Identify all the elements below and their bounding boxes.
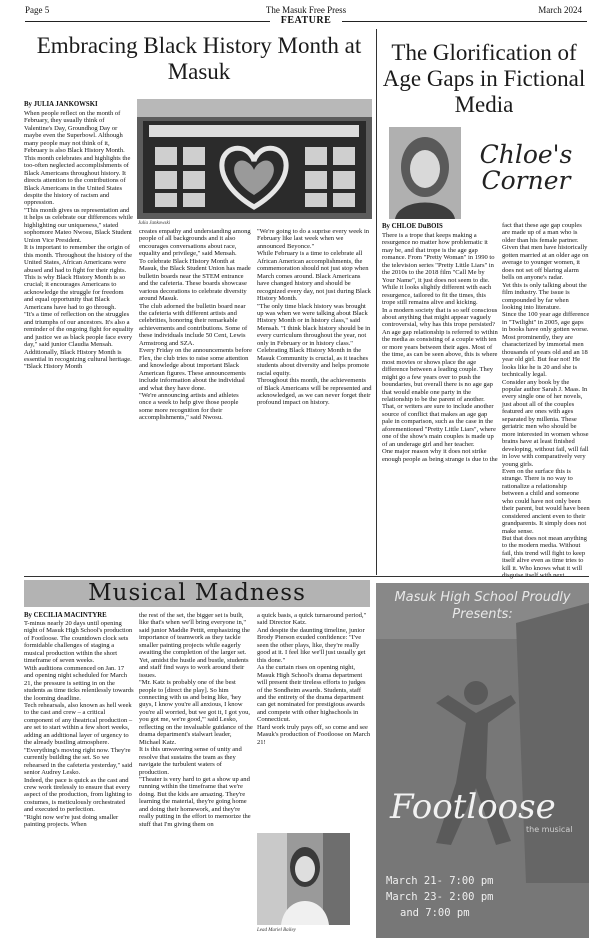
- chloe-column-1: There is a trope that keeps making a resurgence no matter how problematic it may be, and that trope is the age gap romance. From "Pretty Woman" in 1990 to the television series "Pretty Little Liars" in the 2010s to the 2018 film "Call Me by Your Name", it just does not seem to die. While it looks slightly different with each resurgence, tailored to fit the times, this trope still remains alive and kicking. In a modern society that is so self conscious about anything that might appear vaguely controversial, why has this trope persisted? An age gap relationship is referred to within the media as consisting of a couple with ten or more years between their ages. Most of the time, as can be seen above, this is where most movies or shows place the age difference between a leading couple. They might go a few years over to push the boundaries, but overall there is no age gap that would enable one party in the relationship to be the parent of another. That, or writers are sure to include another source of conflict that makes an age gap pale in comparison, such as the case in the aforementioned "Pretty Little Liars", where one of the show's main couples is made up of an underage girl and her teacher. One major reason why it does not strike enough people as being strange is due to the: [382, 232, 498, 463]
- column-divider: [376, 29, 377, 575]
- author-headshot: [389, 127, 461, 219]
- musical-column-1: T-minus nearly 20 days until opening night of Masuk High School's production of Footloose. The countdown clock sets formidable challenges of staging a musical production within the short timeframe of seven weeks. With auditions commenced on Jan. 17 and opening night scheduled for March 21, the pressure is setting in on the students as time ticks relentlessly towards the looming deadline. Tech rehearsals, also known as hell week to the cast and crew – a critical component of any theatrical production – are set to start within a few short weeks, adding an additional layer of urgency to the already bustling atmosphere. "Everything's moving right now. They're currently building the set. So we rehearsed in the cafeteria yesterday," said senior Audrey Lesko. Indeed, the pace is quick as the cast and crew work tirelessly to ensure that every aspect of the production, from lighting to costumes, is meticulously orchestrated and executed to perfection. "Right now we're just doing smaller painting projects. When: [24, 620, 134, 829]
- chloe-byline: By CHLOE DuBOIS: [382, 223, 443, 230]
- chloe-column-2: fact that these age gap couples are made up of a man who is older than his female partner. Given that men have historically gotten married at an older age on average to younger women, it does not set off blaring alarm bells on anyone's radar. Yet this is only talking about the film industry. The issue is compounded by far when looking into literature. Since the 100 year age difference in "Twilight" in 2005, age gaps in books have only gotten worse. Most prominently, they are characterized by immortal men thousands of years old and an 18 year old girl. But fear not! He looks like he is 20 and she is technically legal. Consider any book by the popular author Sarah J. Maas. In every single one of her novels, just about all of the couples featured are ones with ages separated by millenia. These geriatric men who should be more interested in women whose brains have at least finished developing, without fail, will fall in love with comparatively very young girls. Even on the surface this is strange. There is no way to rationalize a relationship between a child and someone who could have not only been their parent, but would have been considered ancient even to their grandparents. It simply does not make sense. But that does not mean anything to the modern media. Without fail, this trend will fight to keep itself alive even as time tries to kill it. Who knows what it will: [502, 222, 590, 572]
- musical-byline: By CECILIA MACINTYRE: [24, 612, 107, 619]
- musical-title-bar: [24, 580, 370, 607]
- bhm-column-1: When people reflect on the month of February, they usually think of Valentine's Day, Groundhog Day or maybe even the Superbowl. Although many people may not think of it, February is also Black History Month. This month celebrates and highlights the too-often neglected accomplishments of Black Americans throughout history. It directs attention to the contributions of Black Americans in the United States despite the history of racism and oppression. "This month gives us representation and it helps us celebrate our differences while highlighting our uniqueness," stated sophomore Mateo Nwosu, Black Student Union Vice President. It is important to remember the origin of this month. Throughout the history of the United States, African Americans were abused and had to fight for their rights. This is why Black History Month is so crucial; it encourages Americans to acknowledge the struggle for freedom and equal opportunity that Black Americans have had to go through. "It's a time of reflection on the struggles and triumphs of our ancestors. It's also a reminder of the ongoing fight for equality and justice we as black people face every day," said junior Claudia Mensah. Additionally, Black History Month is essential in recognizing cultural heritage. "Black History Month: [24, 110, 134, 371]
- bhm-byline: By JULIA JANKOWSKI: [24, 101, 98, 108]
- bhm-column-3: "We're going to do a suprise every week in February like last week when we announced Beyonce." While February is a time to celebrate all African American accomplishments, the commemoration should not just stop when March comes around. Black Americans have changed history and should be recognized every day, not just during Black History Month. "The only time black history was brought up was when we were talking about Black History Month or in history class," said Mensah. "I think black history should be in every curriculum throughout the year, not only in February or in history class." Celebrating Black History Month in the Masuk Community is crucial, as it teaches students about diversity and helps promote racial equity. Throughout this month, the achievements of Black Americans will be represented and acknowledged, as we can never forget their profound impact on history.: [257, 228, 372, 407]
- lead-actor-caption: Lead Muriel Bailey: [257, 928, 296, 933]
- section-divider: [24, 576, 589, 577]
- poster-subtitle: the musical: [526, 825, 573, 834]
- musical-column-3: a quick basis, a quick turnaround period," said Director Katz. And despite the daunting timeline, junior Brody Pierson exuded confidence: "I've seen the other plays, like, they're really good at it. I feel like we'll just usually get this done." As the curtain rises on opening night, Masuk High School's drama department will present their tireless efforts to judges of the Sondheim awards. Students, staff and the entirety of the drama department can get nominated for prestigious awards and compete with other highschools in Connecticut. Hard work truly pays off, so come and see Masuk's production of Footloose on March 21!: [257, 612, 371, 746]
- poster-date-1: March 21- 7:00 pm: [386, 875, 494, 887]
- lead-actor-photo: [257, 833, 350, 925]
- poster-show-title: Footloose: [390, 787, 556, 827]
- bhm-headline: Embracing Black History Month at Masuk: [36, 33, 362, 84]
- poster-dates: [386, 873, 493, 921]
- bulletin-board-photo: [137, 99, 372, 219]
- page-number: Page 5: [25, 5, 50, 15]
- musical-column-2: the rest of the set, the bigger set is built, like that's when we'll bring everyone in," said junior Maddie Pettit, emphasizing the importance of teamwork as they tackle smaller painting projects while eagerly awaiting the completion of the larger set. Yet, amidst the hustle and bustle, students and staff find ways to work around their issues. "Mr. Katz is probably one of the best people to [direct the play]. So him connecting with us and being like, 'hey guys, I know you're all anxious, I know you're all worried, but we got it, I got you, you got me, we're good,'" said Lesko, reflecting on the invaluable guidance of the drama department's stalwart leader, Michael Katz. It is this unwavering sense of unity and resolve that sustains the team as they navigate the turbulent waters of production. "Theater is very hard to get a show up and running within the timeframe that we're doing. But the kids are amazing. They're learning the material, they're going home and doing their homework, and they're really putting in the effort to memorize the stuff that I'm giving them on: [139, 612, 253, 828]
- section-label: FEATURE: [280, 15, 332, 26]
- poster-date-2: March 23- 2:00 pm: [386, 891, 494, 903]
- poster-headline: Masuk High School Proudly Presents:: [394, 590, 571, 622]
- chloes-corner-logo: Chloe's Corner: [479, 140, 573, 195]
- chloe-headline: The Glorification of Age Gaps in Fictional Media: [382, 40, 586, 117]
- header-rule-left: [25, 21, 270, 22]
- bhm-column-2: creates empathy and understanding among people of all backgrounds and it also encourages conversations about race, equality and privilege," said Mensah. To celebrate Black History Month at Masuk, the Black Student Union has made bulletin boards near the STEM entrance and the cafeteria. These boards showcase various decorations to celebrate diversity around Masuk. The club adorned the bulletin board near the cafeteria with different artists and celebrities, honoring their remarkable achievements and contributions. Some of these individuals include 50 Cent, Lewis Armstrong and SZA. Every Friday on the announcements before Flex, the club tries to raise some attention and knowledge about important Black American figures. These announcements include information about the individual and what they have done. "We're announcing artists and athletes once a week to help give those people some more recognition for their accomplishments," said Nwosu.: [139, 228, 252, 422]
- header-rule-right: [342, 21, 587, 22]
- footloose-poster: [376, 583, 589, 938]
- bhm-photo-credit: Julia Jankowski: [138, 221, 171, 226]
- paper-name: The Masuk Free Press: [265, 5, 347, 15]
- musical-headline: Musical Madness: [88, 580, 306, 606]
- issue-date: March 2024: [538, 5, 582, 15]
- poster-date-3: and 7:00 pm: [400, 907, 470, 919]
